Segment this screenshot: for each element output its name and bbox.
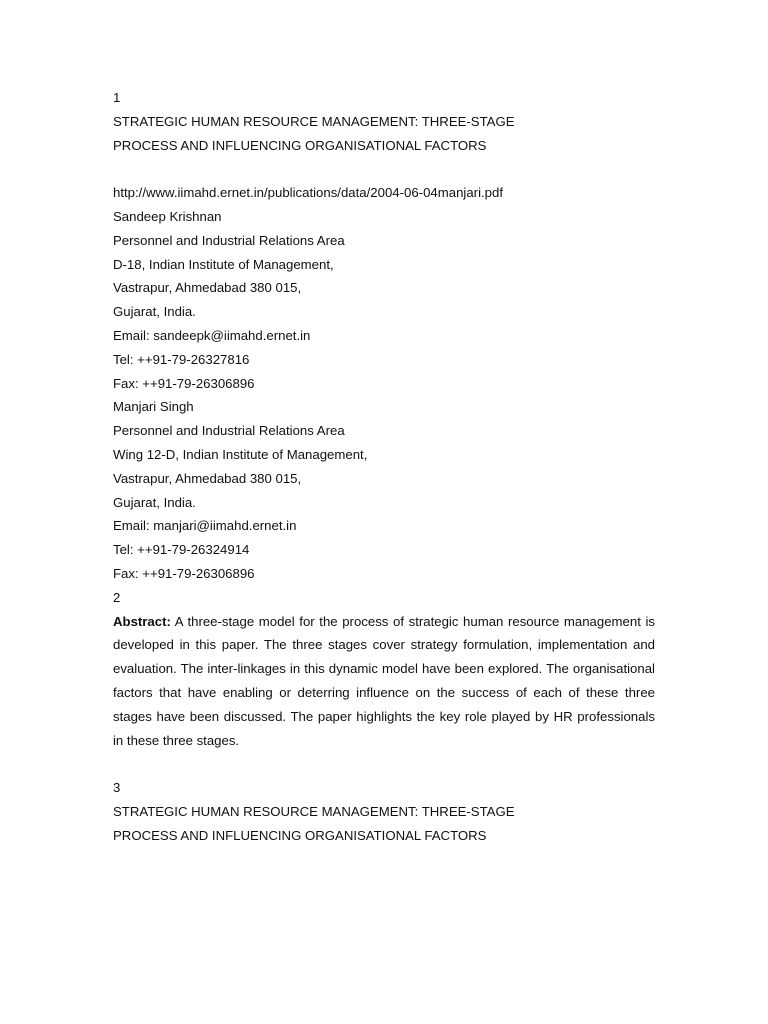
page-number: 2	[113, 589, 121, 605]
author-2-address-3: Gujarat, India.	[113, 494, 196, 510]
title-line-1: STRATEGIC HUMAN RESOURCE MANAGEMENT: THREE-STAGE	[113, 113, 515, 129]
title-line-2: PROCESS AND INFLUENCING ORGANISATIONAL FACTORS	[113, 137, 487, 153]
abstract-paragraph	[113, 610, 655, 753]
source-url: http://www.iimahd.ernet.in/publications/data/2004-06-04manjari.pdf	[113, 185, 503, 201]
author-2-address-1: Wing 12-D, Indian Institute of Management,	[113, 446, 368, 462]
author-1-address-2: Vastrapur, Ahmedabad 380 015,	[113, 280, 302, 296]
author-1-email: Email: sandeepk@iimahd.ernet.in	[113, 327, 311, 343]
author-2-name: Manjari Singh	[113, 399, 194, 415]
author-2-address-2: Vastrapur, Ahmedabad 380 015,	[113, 470, 302, 486]
author-1-dept: Personnel and Industrial Relations Area	[113, 232, 345, 248]
page-number: 1	[113, 90, 121, 105]
blank-line	[113, 752, 655, 776]
author-2-tel: Tel: ++91-79-26324914	[113, 542, 250, 558]
document-page	[113, 86, 655, 848]
title-repeat-line-1: STRATEGIC HUMAN RESOURCE MANAGEMENT: THREE-STAGE	[113, 803, 515, 819]
abstract-text: A three-stage model for the process of strategic human resource management is developed in this paper. The three stages cover strategy formulation, implementation and evaluation. The inter-linkages in this dynamic model have been explored. The organisational factors that have enabling or deterring influence on the success of each of these three stages have been discussed. The paper highlights the key role played by HR professionals in these three stages.	[113, 613, 655, 748]
page-number: 3	[113, 780, 121, 796]
author-1-tel: Tel: ++91-79-26327816	[113, 351, 250, 367]
author-1-name: Sandeep Krishnan	[113, 208, 222, 224]
author-1-address-1: D-18, Indian Institute of Management,	[113, 256, 334, 272]
author-2-fax: Fax: ++91-79-26306896	[113, 565, 255, 581]
abstract-label: Abstract:	[113, 613, 171, 629]
title-repeat-line-2: PROCESS AND INFLUENCING ORGANISATIONAL FACTORS	[113, 827, 487, 843]
author-2-dept: Personnel and Industrial Relations Area	[113, 423, 345, 439]
author-1-fax: Fax: ++91-79-26306896	[113, 375, 255, 391]
blank-line	[113, 157, 655, 181]
author-1-address-3: Gujarat, India.	[113, 304, 196, 320]
author-2-email: Email: manjari@iimahd.ernet.in	[113, 518, 297, 534]
